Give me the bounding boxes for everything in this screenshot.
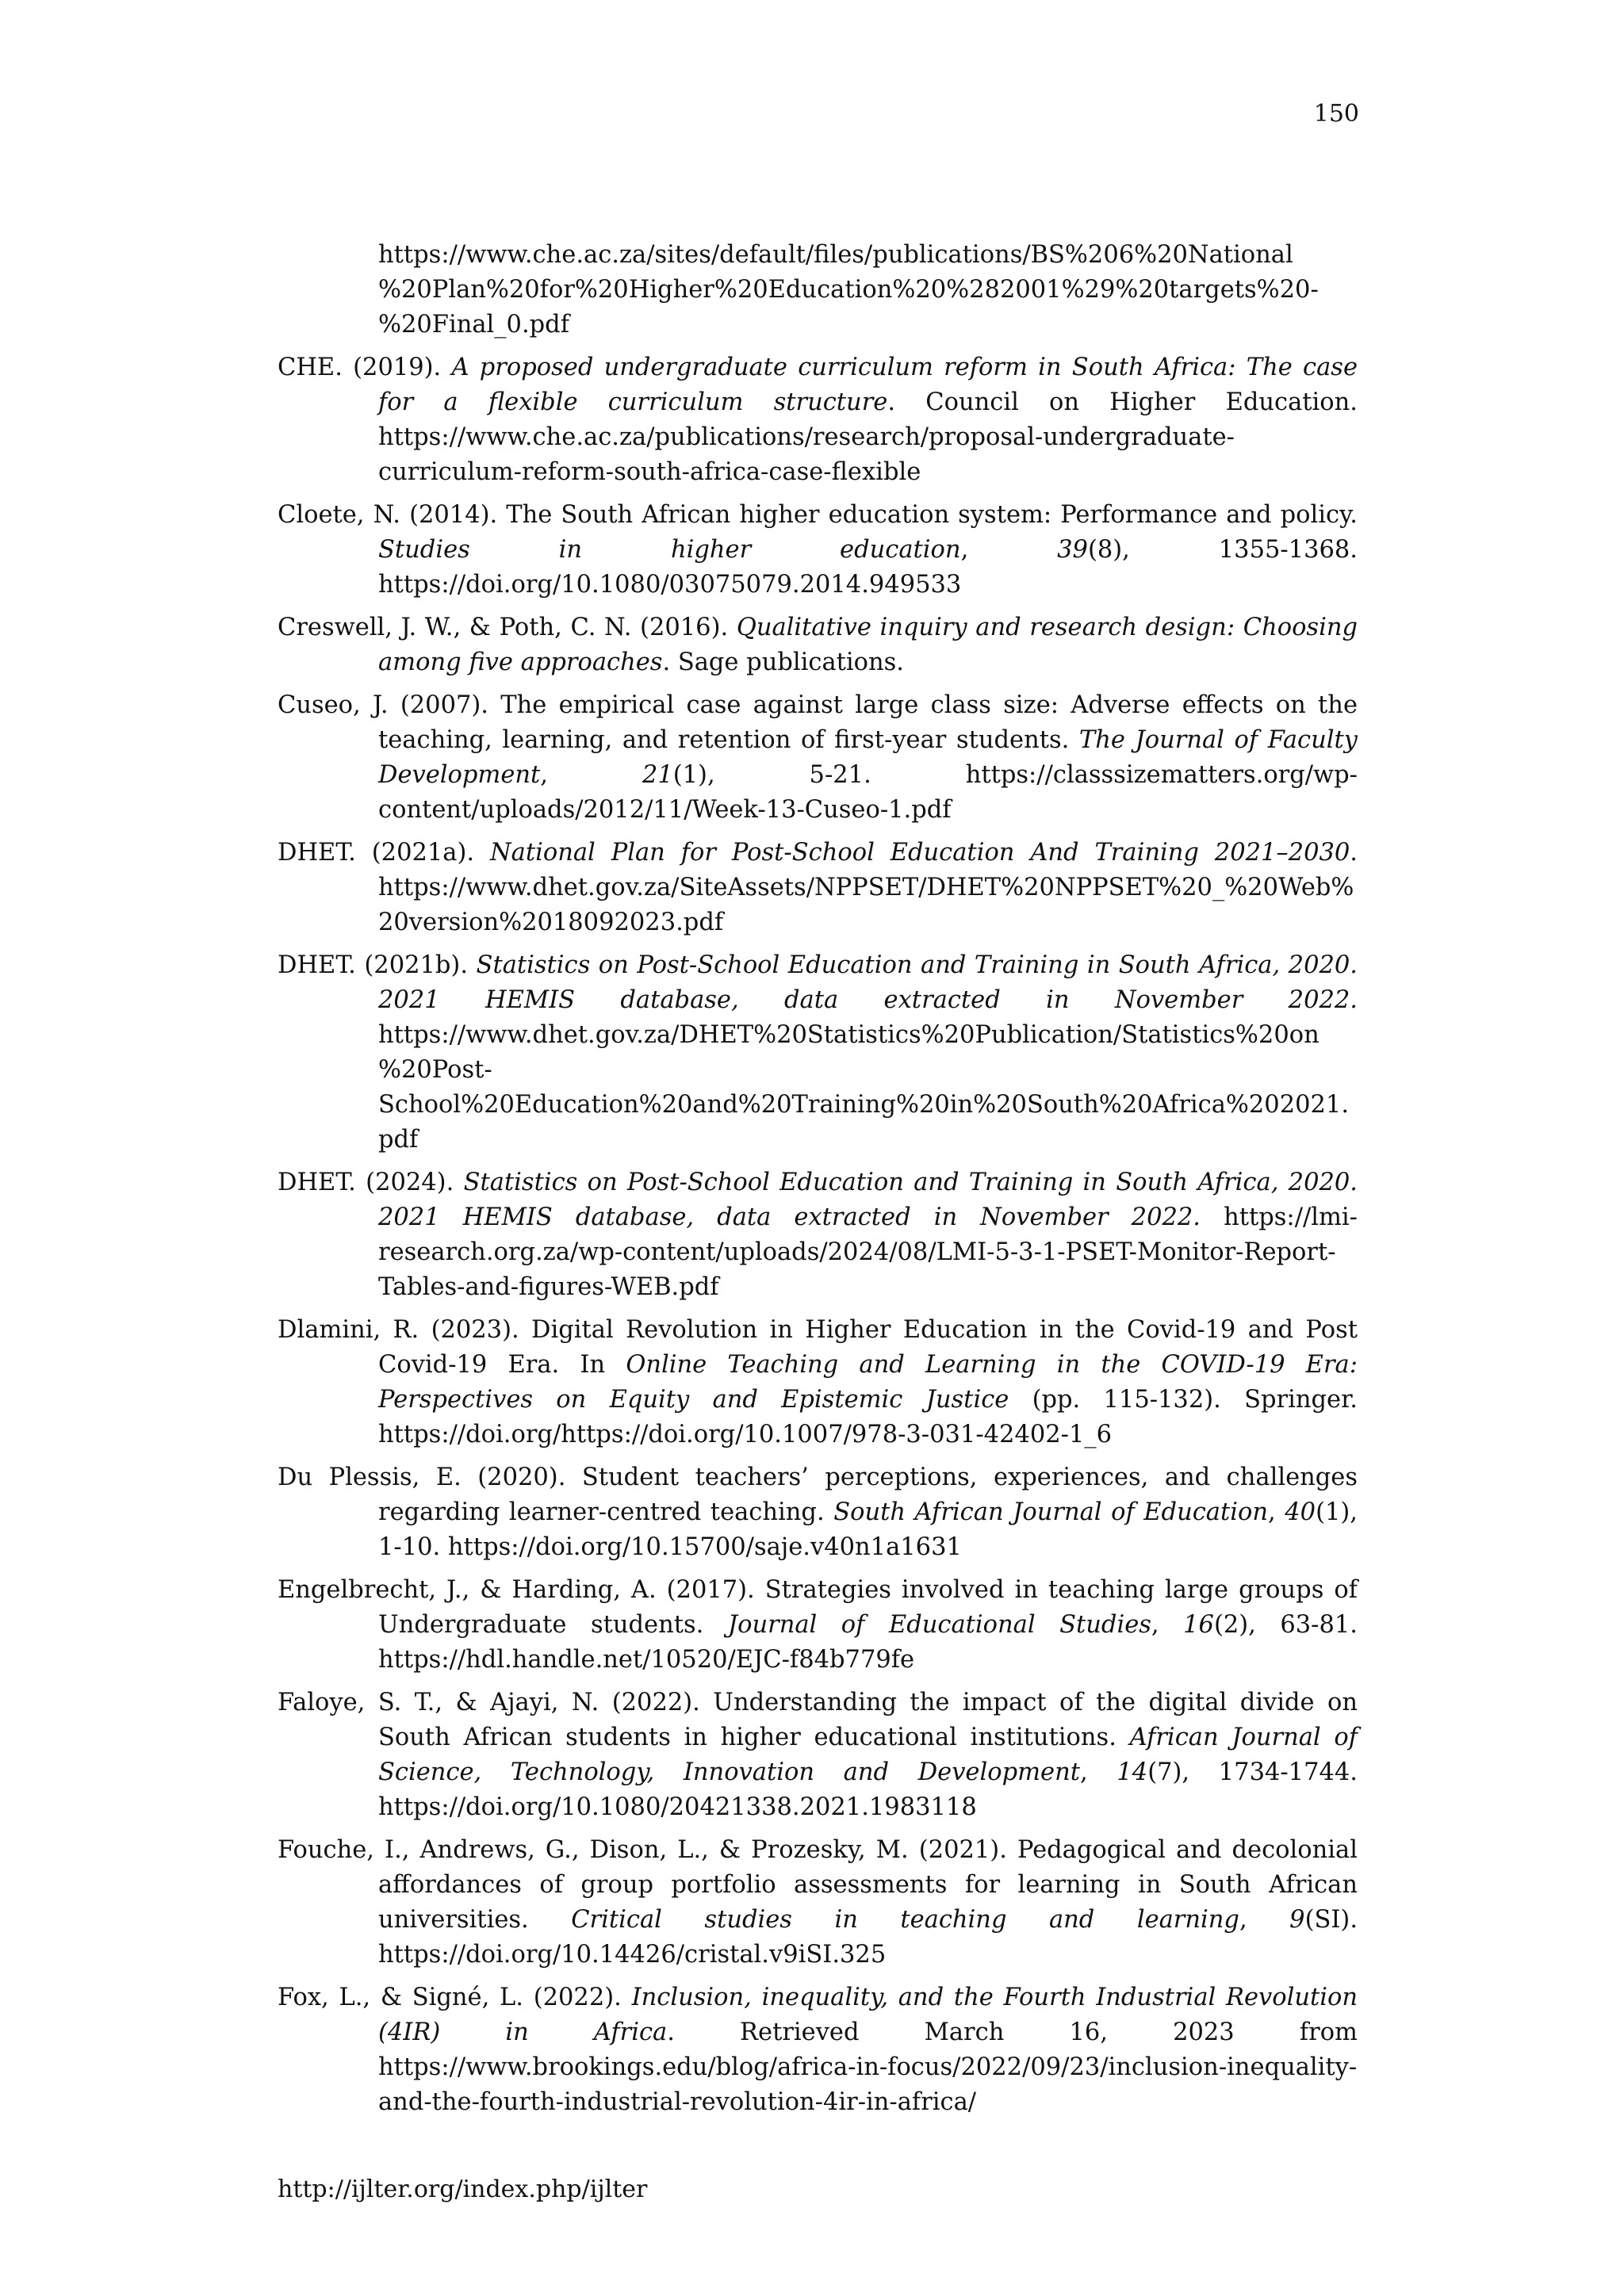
reference-authors-year: DHET. (2021b). bbox=[278, 951, 477, 979]
reference-tail: (1), 1-10. https://doi.org/10.15700/saje.v40n1a1631 bbox=[378, 1498, 1358, 1561]
reference-post: . Sage publications. bbox=[662, 649, 905, 676]
reference-volume: 16 bbox=[1183, 1611, 1214, 1639]
reference-entry bbox=[278, 610, 1358, 680]
reference-tail: (2), 63-81. https://hdl.handle.net/10520/EJC-f84b779fe bbox=[378, 1611, 1358, 1674]
reference-title: Qualitative inquiry and research design: Choosing among five approaches bbox=[378, 614, 1358, 676]
reference-volume: 39 bbox=[1057, 536, 1088, 564]
reference-authors-year: DHET. (2024). bbox=[278, 1169, 464, 1196]
reference-authors-year: Engelbrecht, J., & Harding, A. (2017). Strategies involved in teaching large groups of Undergraduate students. bbox=[278, 1576, 1358, 1639]
reference-list bbox=[278, 238, 1358, 2128]
reference-post: . Council on Higher Education. https://www.che.ac.za/publications/research/proposal-undergraduate-curriculum-reform-south-africa-case-flexible bbox=[378, 388, 1358, 486]
reference-entry bbox=[278, 498, 1358, 603]
reference-volume: 40 bbox=[1285, 1498, 1316, 1526]
reference-post: , bbox=[1151, 1611, 1184, 1639]
reference-authors-year: Fouche, I., Andrews, G., Dison, L., & Prozesky, M. (2021). Pedagogical and decolonial affordances of group portfolio assessments for learning in South African universities. bbox=[278, 1836, 1358, 1934]
reference-title: National Plan for Post-School Education And Training 2021–2030 bbox=[489, 839, 1350, 867]
reference-post: , bbox=[960, 536, 1058, 564]
reference-entry bbox=[278, 1686, 1358, 1825]
reference-post: , bbox=[540, 761, 642, 789]
reference-entry bbox=[278, 238, 1358, 342]
reference-entry bbox=[278, 1980, 1358, 2120]
reference-entry bbox=[278, 1313, 1358, 1452]
reference-volume: 9 bbox=[1289, 1906, 1305, 1934]
reference-post: . Retrieved March 16, 2023 from https://www.brookings.edu/blog/africa-in-focus/2022/09/23/inclusion-inequality-and-the-fourth-industrial-revolution-4ir-in-africa/ bbox=[378, 2019, 1358, 2116]
reference-entry bbox=[278, 688, 1358, 828]
reference-authors-year: Creswell, J. W., & Poth, C. N. (2016). bbox=[278, 614, 737, 641]
reference-post: https://www.dhet.gov.za/DHET%20Statistics%20Publication/Statistics%20on %20Post-School%20Education%20and%20Training%20in%20South%20Africa%202021.pdf bbox=[378, 1021, 1350, 1154]
reference-authors-year: Du Plessis, E. (2020). Student teachers’ perceptions, experiences, and challenges regarding learner-centred teaching. bbox=[278, 1464, 1358, 1526]
reference-authors-year: DHET. (2021a). bbox=[278, 839, 490, 867]
reference-title: African Journal of Science, Technology, Innovation and Development bbox=[378, 1724, 1358, 1786]
reference-entry bbox=[278, 948, 1358, 1158]
reference-title: Online Teaching and Learning in the COVID-19 Era: Perspectives on Equity and Epistemic Justice bbox=[378, 1351, 1358, 1414]
reference-post: https://lmi-research.org.za/wp-content/uploads/2024/08/LMI-5-3-1-PSET-Monitor-Report-Tables-and-figures-WEB.pdf bbox=[378, 1203, 1358, 1301]
reference-post: , bbox=[1080, 1758, 1117, 1786]
reference-title: Critical studies in teaching and learning bbox=[571, 1906, 1239, 1934]
reference-entry bbox=[278, 1460, 1358, 1565]
reference-post: , bbox=[1239, 1906, 1290, 1934]
reference-entry bbox=[278, 1833, 1358, 1973]
reference-entry bbox=[278, 1573, 1358, 1678]
reference-entry bbox=[278, 350, 1358, 490]
reference-authors-year: Fox, L., & Signé, L. (2022). bbox=[278, 1984, 632, 2011]
reference-title: Journal of Educational Studies bbox=[727, 1611, 1151, 1639]
reference-title: Studies in higher education bbox=[378, 536, 961, 564]
reference-authors-year: Dlamini, R. (2023). Digital Revolution in Higher Education in the Covid-19 and Post Covid-19 Era. In bbox=[278, 1316, 1358, 1379]
reference-title: South African Journal of Education bbox=[833, 1498, 1269, 1526]
page-number: 150 bbox=[1313, 100, 1359, 128]
reference-volume: 14 bbox=[1116, 1758, 1148, 1786]
reference-tail: (SI). https://doi.org/10.14426/cristal.v9iSI.325 bbox=[378, 1906, 1358, 1969]
reference-title: Statistics on Post-School Education and Training in South Africa, 2020. 2021 HEMIS database, data extracted in November 2022. bbox=[378, 951, 1358, 1014]
reference-post: . https://www.dhet.gov.za/SiteAssets/NPPSET/DHET%20NPPSET%20_%20Web%20version%2018092023.pdf bbox=[378, 839, 1358, 936]
reference-tail: (1), 5-21. https://classsizematters.org/wp-content/uploads/2012/11/Week-13-Cuseo-1.pdf bbox=[378, 761, 1358, 824]
reference-post: (pp. 115-132). Springer. https://doi.org/https://doi.org/10.1007/978-3-031-42402-1_6 bbox=[378, 1386, 1358, 1448]
reference-authors-year: Cuseo, J. (2007). The empirical case against large class size: Adverse effects on the teaching, learning, and retention of first-year students. bbox=[278, 691, 1358, 754]
reference-post: https://www.che.ac.za/sites/default/files/publications/BS%206%20National %20Plan%20for%20Higher%20Education%20%282001%29%20targets%20- %20Final_0.pdf bbox=[378, 241, 1319, 339]
reference-post: , bbox=[1268, 1498, 1285, 1526]
reference-title: A proposed undergraduate curriculum reform in South Africa: The case for a flexible curriculum structure bbox=[378, 354, 1358, 416]
reference-entry bbox=[278, 1165, 1358, 1305]
reference-title: Inclusion, inequality, and the Fourth Industrial Revolution (4IR) in Africa bbox=[378, 1984, 1358, 2046]
reference-tail: (7), 1734-1744. https://doi.org/10.1080/20421338.2021.1983118 bbox=[378, 1758, 1358, 1821]
reference-authors-year: Cloete, N. (2014). The South African higher education system: Performance and policy. bbox=[278, 501, 1358, 529]
reference-entry bbox=[278, 836, 1358, 940]
reference-authors-year: CHE. (2019). bbox=[278, 354, 452, 381]
reference-title: Statistics on Post-School Education and Training in South Africa, 2020. 2021 HEMIS database, data extracted in November 2022. bbox=[378, 1169, 1358, 1231]
reference-authors-year: Faloye, S. T., & Ajayi, N. (2022). Understanding the impact of the digital divide on South African students in higher educational institutions. bbox=[278, 1689, 1358, 1751]
reference-title: The Journal of Faculty Development bbox=[378, 726, 1358, 789]
footer-journal-url[interactable]: http://ijlter.org/index.php/ijlter bbox=[278, 2175, 648, 2203]
reference-volume: 21 bbox=[642, 761, 673, 789]
reference-tail: (8), 1355-1368. https://doi.org/10.1080/03075079.2014.949533 bbox=[378, 536, 1358, 599]
